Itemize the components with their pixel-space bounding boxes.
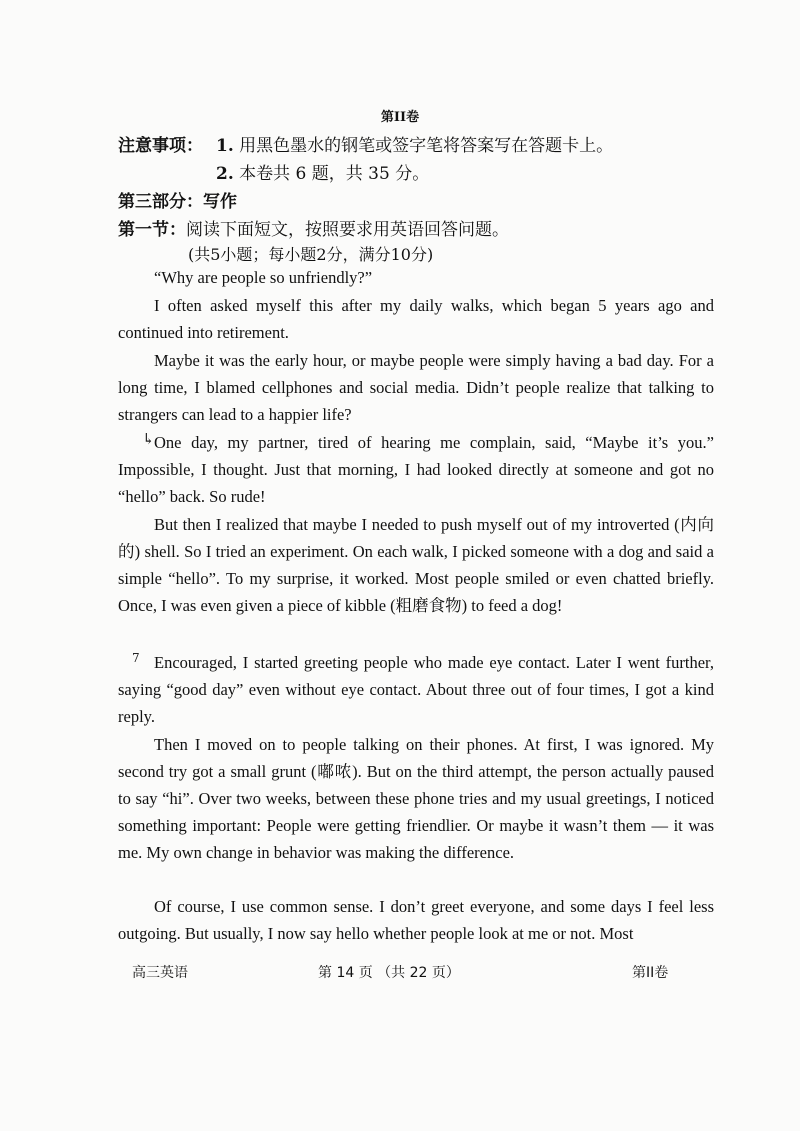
passage-paragraph-6: Then I moved on to people talking on their phones. At first, I was ignored. My second try got a small grunt (嘟哝). But on the third attempt, the person actually paused to say “hi”. Over two weeks, between these phone tries and my usual greetings, I noticed something important: People were getting friendlier. Or maybe it wasn’t them — it was me. My own change in behavior was making the difference. bbox=[118, 735, 714, 862]
passage-paragraph-1: I often asked myself this after my daily walks, which began 5 years ago and continued into retirement. bbox=[118, 296, 714, 342]
passage-paragraph-3: One day, my partner, tired of hearing me complain, said, “Maybe it’s you.” Impossible, I thought. Just that morning, I had looked directly at someone and got no “hello” back. So rude! bbox=[118, 433, 714, 506]
notice-item-2-text: 本卷共 6 题，共 35 分。 bbox=[239, 164, 430, 184]
footer-page-number: 第 14 页 （共 22 页） bbox=[318, 965, 460, 981]
page-title: 第II卷 bbox=[380, 110, 420, 125]
handwritten-mark-icon: 7 bbox=[132, 651, 140, 665]
section1-instructions: (共5小题；每小题2分，满分10分) bbox=[188, 245, 434, 264]
section1-text: 阅读下面短文，按照要求用英语回答问题。 bbox=[186, 220, 509, 240]
passage-paragraph-5: Encouraged, I started greeting people who made eye contact. Later I went further, saying “good day” even without eye contact. About three out of four times, I got a kind reply. bbox=[118, 653, 714, 726]
notice-item-2 bbox=[216, 159, 429, 184]
passage-paragraph-0: “Why are people so unfriendly?” bbox=[154, 268, 373, 287]
notice-item-2-number: 2. bbox=[216, 164, 234, 184]
handwritten-mark-icon: ↳ bbox=[142, 430, 155, 448]
part3-heading: 第三部分：写作 bbox=[118, 192, 237, 212]
notice-item-1-number: 1. bbox=[216, 136, 234, 156]
notice-item-1 bbox=[216, 131, 613, 156]
passage-paragraph-7: Of course, I use common sense. I don’t greet everyone, and some days I feel less outgoing. But usually, I now say hello whether people look at me or not. Most bbox=[118, 897, 714, 943]
footer-subject: 高三英语 bbox=[132, 965, 188, 981]
passage-paragraph-2: Maybe it was the early hour, or maybe people were simply having a bad day. For a long time, I blamed cellphones and social media. Didn’t people realize that talking to strangers can lead to a happier life? bbox=[118, 351, 714, 424]
section1-heading bbox=[118, 215, 509, 240]
passage-paragraph-4: But then I realized that maybe I needed to push myself out of my introverted (内向的) shell. So I tried an experiment. On each walk, I picked someone with a dog and said a simple “hello”. To my surprise, it worked. Most people smiled or even chatted briefly. Once, I was even given a piece of kibble (粗磨食物) to feed a dog! bbox=[118, 515, 714, 615]
notice-item-1-text: 用黑色墨水的钢笔或签字笔将答案写在答题卡上。 bbox=[239, 136, 614, 156]
section1-label: 第一节： bbox=[118, 220, 186, 240]
footer-section: 第II卷 bbox=[632, 965, 669, 981]
notice-label: 注意事项： bbox=[118, 136, 203, 156]
